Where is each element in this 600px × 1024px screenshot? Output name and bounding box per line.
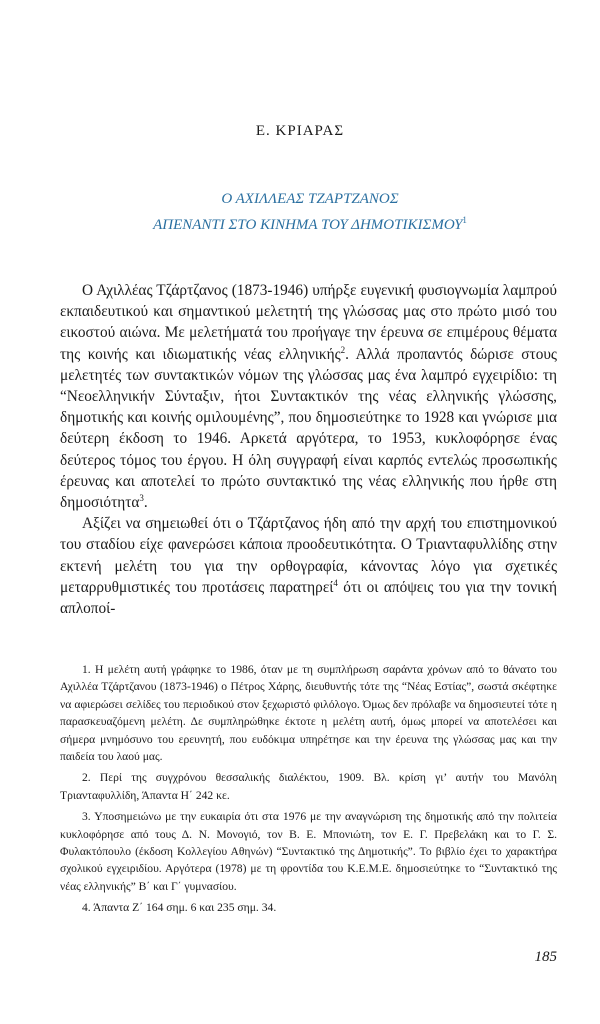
title-line-2 bbox=[60, 210, 560, 236]
title-line-2-text: ΑΠΕΝΑΝΤΙ ΣΤΟ ΚΙΝΗΜΑ ΤΟΥ ΔΗΜΟΤΙΚΙΣΜΟΥ bbox=[153, 217, 463, 233]
footnote-ref-3: 3 bbox=[139, 492, 144, 503]
paragraph-1-text-c: . bbox=[143, 494, 148, 512]
footnote-2: 2. Περί της συγχρόνου θεσσαλικής διαλέκτου, 1909. Βλ. κρίση γι’ αυτήν του Μανόλη Τριανταφυλλίδη, Άπαντα Η΄ 242 κε. bbox=[60, 771, 557, 802]
footnote-4: 4. Άπαντα Ζ΄ 164 σημ. 6 και 235 σημ. 34. bbox=[82, 901, 277, 915]
footnote-3: 3. Υποσημειώνω με την ευκαιρία ότι στα 1976 με την αναγνώριση της δημοτικής από την πολιτεία κυκλοφόρησε από τους Δ. Ν. Μονογιό, τον Β. Ε. Μπονιώτη, τον Ε. Γ. Πρεβελάκη και το Γ. Σ. Φυλακτόπουλο (έκδοση Κολλεγίου Αθηνών) “Συντακτικό της Δημοτικής”. Το βιβλίο έχει το χαρακτήρα σχολικού εγχειριδίου. Αργότερα (1978) με τη φροντίδα του Κ.Ε.Μ.Ε. δημοσιεύτηκε το “Συντακτικό της νέας ελληνικής” Β΄ και Γ΄ γυμνασίου. bbox=[60, 810, 557, 893]
page-number: 185 bbox=[534, 949, 557, 965]
paragraph-2 bbox=[60, 513, 557, 619]
title-line-1: Ο ΑΧΙΛΛΕΑΣ ΤΖΑΡΤΖΑΝΟΣ bbox=[221, 191, 399, 207]
author-name: Ε. ΚΡΙΑΡΑΣ bbox=[255, 123, 345, 139]
paragraph-1-text-a: Ο Αχιλλέας Τζάρτζανος (1873-1946) υπήρξε ευγενική φυσιογνωμία λαμπρού εκπαιδευτικού και σημαντικού μελετητή της γλώσσας μας στο πρώτο μισό του εικοστού αιώνα. Με μελετήματά του προήγαγε την έρευνα σε επιμέρους θέματα της κοινής και ιδιωματικής νέας ελληνικής bbox=[60, 282, 557, 363]
paragraph-1-text-b: . Αλλά προπαντός δώρισε στους μελετητές των συντακτικών νόμων της γλώσσας μας ένα λαμπρό εγχειρίδιο: τη “Νεοελληνικήν Σύνταξιν, ήτοι Συντακτικόν της νέας ελληνικής γλώσσης, δημοτικής και κοινής ομιλουμένης”, που δημοσιεύτηκε το 1928 και γνώρισε μια δεύτερη έκδοση το 1946. Αρκετά αργότερα, το 1953, κυκλοφόρησε ένας δεύτερος τόμος του έργου. Η όλη συγγραφή είναι καρπός εντελώς προσωπικής έρευνας και αποτελεί το πρώτο συντακτικό της νέας ελληνικής που ήρθε στη δημοσιότητα bbox=[60, 345, 557, 512]
article-title bbox=[60, 189, 560, 236]
footnotes bbox=[60, 661, 557, 921]
footnote-ref-4: 4 bbox=[333, 577, 338, 588]
paragraph-2-text-b: ότι οι απόψεις του για την τονική απλοποί- bbox=[60, 578, 557, 618]
paragraph-1 bbox=[60, 280, 557, 513]
footnote-1: 1. Η μελέτη αυτή γράφηκε το 1986, όταν με τη συμπλήρωση σαράντα χρόνων από το θάνατο του Αχιλλέα Τζάρτζανου (1873-1946) ο Πέτρος Χάρης, διευθυντής τότε της “Νέας Εστίας”, σωστά σκέφτηκε να αφιερώσει σελίδες του περιοδικού στον ξεχωριστό φιλόλογο. Όμως δεν πρόλαβε να δημοσιευτεί τότε η παρασκευαζόμενη μελέτη. Δε συμπληρώθηκε έκτοτε η μελέτη αυτή, όμως μπορεί να αποτελέσει και σήμερα μνημόσυνο του ερευνητή, που ευδόκιμα υπηρέτησε και την έρευνα της γλώσσας μας και την παιδεία του λαού μας. bbox=[60, 663, 557, 764]
paragraph-2-text-a: Αξίζει να σημειωθεί ότι ο Τζάρτζανος ήδη από την αρχή του επιστημονικού του σταδίου είχε φανερώσει κάποια προοδευτικότητα. Ο Τριανταφυλλίδης στην εκτενή μελέτη του για την ορθογραφία, κάνοντας λόγο για σχετικές μεταρρυθμιστικές του προτάσεις παρατηρεί bbox=[60, 515, 557, 596]
title-footnote-ref: 1 bbox=[462, 215, 467, 225]
footnote-ref-2: 2 bbox=[340, 344, 346, 355]
article-body bbox=[60, 280, 557, 619]
